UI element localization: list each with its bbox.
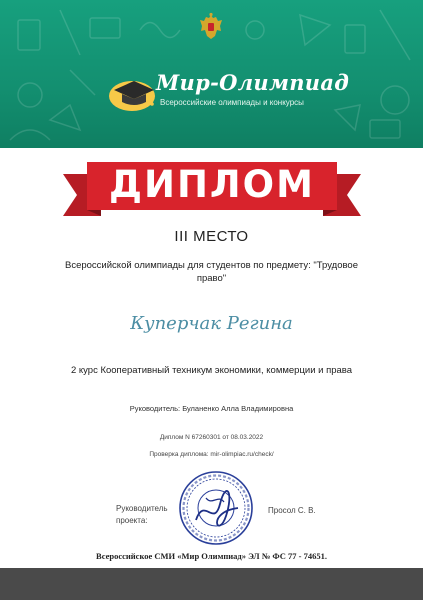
project-lead-name: Просол С. В.	[268, 506, 316, 515]
course-institution: 2 курс Кооперативный техникум экономики, коммерции и права	[70, 365, 353, 376]
supervisor-line: Руководитель: Буланенко Алла Владимировна	[129, 404, 294, 413]
recipient-name: Куперчак Регина	[130, 313, 293, 334]
bottom-bar	[0, 568, 423, 600]
round-stamp-icon	[176, 468, 256, 548]
russian-coat-of-arms-icon	[198, 12, 224, 42]
header-banner	[0, 0, 423, 148]
mir-olimpiad-logo[interactable]	[108, 70, 350, 118]
graduation-cap-icon	[108, 72, 158, 114]
project-lead-label: Руководитель проекта:	[116, 504, 168, 525]
brand-name: Мир-Олимпиад	[156, 70, 350, 95]
place-heading: III МЕСТО	[174, 228, 249, 245]
diploma-number: Диплом N 67260301 от 08.03.2022	[159, 434, 264, 441]
olympiad-description: Всероссийской олимпиады для студентов по предмету: "Трудовое право"	[65, 260, 358, 284]
brand-tagline: Всероссийские олимпиады и конкурсы	[160, 98, 304, 107]
diploma-check-link[interactable]: Проверка диплома: mir-olimpiac.ru/check/	[149, 451, 274, 458]
media-registration: Всероссийское СМИ «Мир Олимпиад» ЭЛ № ФС 77 - 74651.	[96, 551, 327, 561]
diploma-title: ДИПЛОМ	[109, 163, 315, 206]
